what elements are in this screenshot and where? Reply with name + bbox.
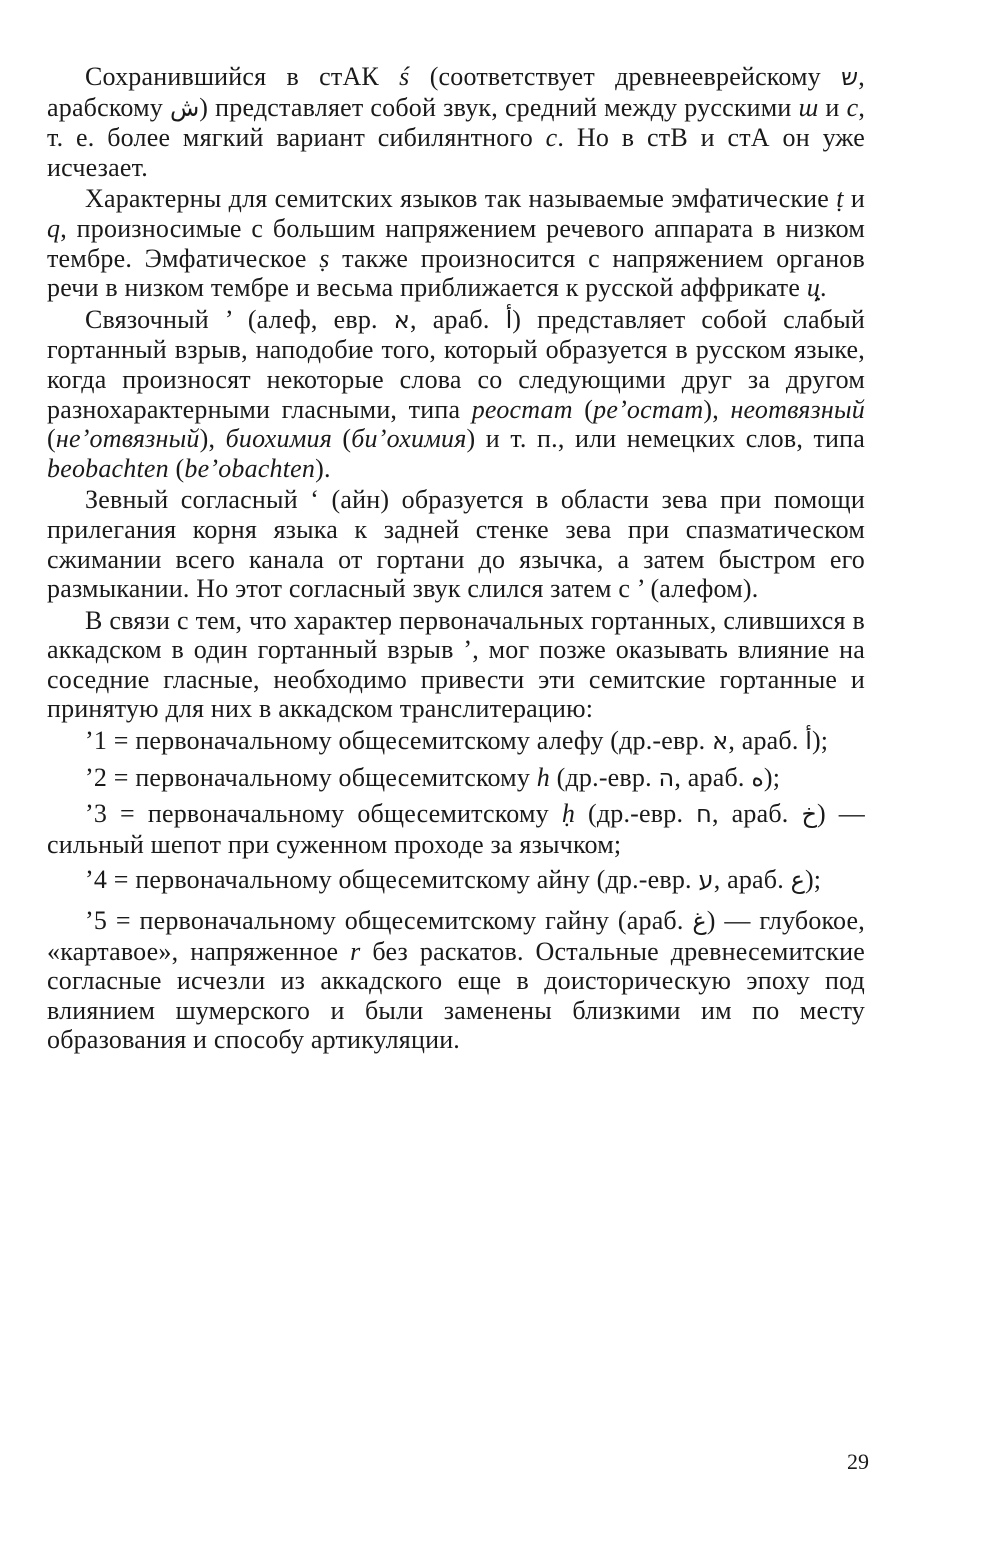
list-item-1: ’1 = первоначальному общесемитскому алефу (др.-евр. א, араб. أ); <box>85 726 829 756</box>
paragraph-intro-list: В связи с тем, что характер первоначальных гортанных, слившихся в аккадском в один гортанный взрыв ’, мог позже оказывать влияние на соседние гласные, необходимо привести эти семитские гортанные и принятую для них в аккадском транслитерацию: <box>47 605 865 724</box>
list-item-5: ’5 = первоначальному общесемитскому гайну (араб. غ) — глубокое, «картавое», напряженное r без раскатов. Остальные древнесемитские согласные исчезли из аккадского еще в доисторическую эпоху под влиянием шумерского и были заменены близкими им по месту образования и способу артикуляции. <box>47 906 865 1055</box>
paragraph-aleph: Связочный ’ (алеф, евр. א, араб. أ) представляет собой слабый гортанный взрыв, наподобие того, который образуется в русском языке, когда произносят некоторые слова со следующими друг за другом разнохарактерными гласными, типа реостат (ре’остат), неотвязный (не’отвязный), биохимия (би’охимия) и т. п., или немецких слов, типа beobachten (be’obachten). <box>47 304 865 483</box>
list-item-4: ’4 = первоначальному общесемитскому айну (др.-евр. ע, араб. ع); <box>85 865 822 895</box>
list-item-3: ’3 = первоначальному общесемитскому ḥ (др.-евр. ח, араб. خ) — сильный шепот при суженном проходе за язычком; <box>47 799 865 859</box>
page-number: 29 <box>847 1449 869 1474</box>
paragraph-emphatic: Характерны для семитских языков так называемые эмфатические ṭ и q, произносимые с большим напряжением речевого аппарата в низком тембре. Эмфатическое ṣ также произносится с напряжением органов речи в низком тембре и весьма приближается к русской аффрикате ц̣. <box>47 184 865 303</box>
page-text <box>47 62 865 1061</box>
paragraph-sibilant: Сохранившийся в стАК ś (соответствует древнееврейскому ש, арабскому ش) представляет собой звук, средний между русскими ш и с, т. е. более мягкий вариант сибилянтного с. Но в стВ и стА он уже исчезает. <box>47 62 866 182</box>
paragraph-ayin: Зевный согласный ‘ (айн) образуется в области зева при помощи прилегания корня языка к задней стенке зева при спазматическом сжимании всего канала от гортани до язычка, а затем быстром его размыкании. Но этот согласный звук слился затем с ’ (алефом). <box>47 485 865 604</box>
list-item-2: ’2 = первоначальному общесемитскому h (др.-евр. ה, араб. ه); <box>85 762 781 792</box>
